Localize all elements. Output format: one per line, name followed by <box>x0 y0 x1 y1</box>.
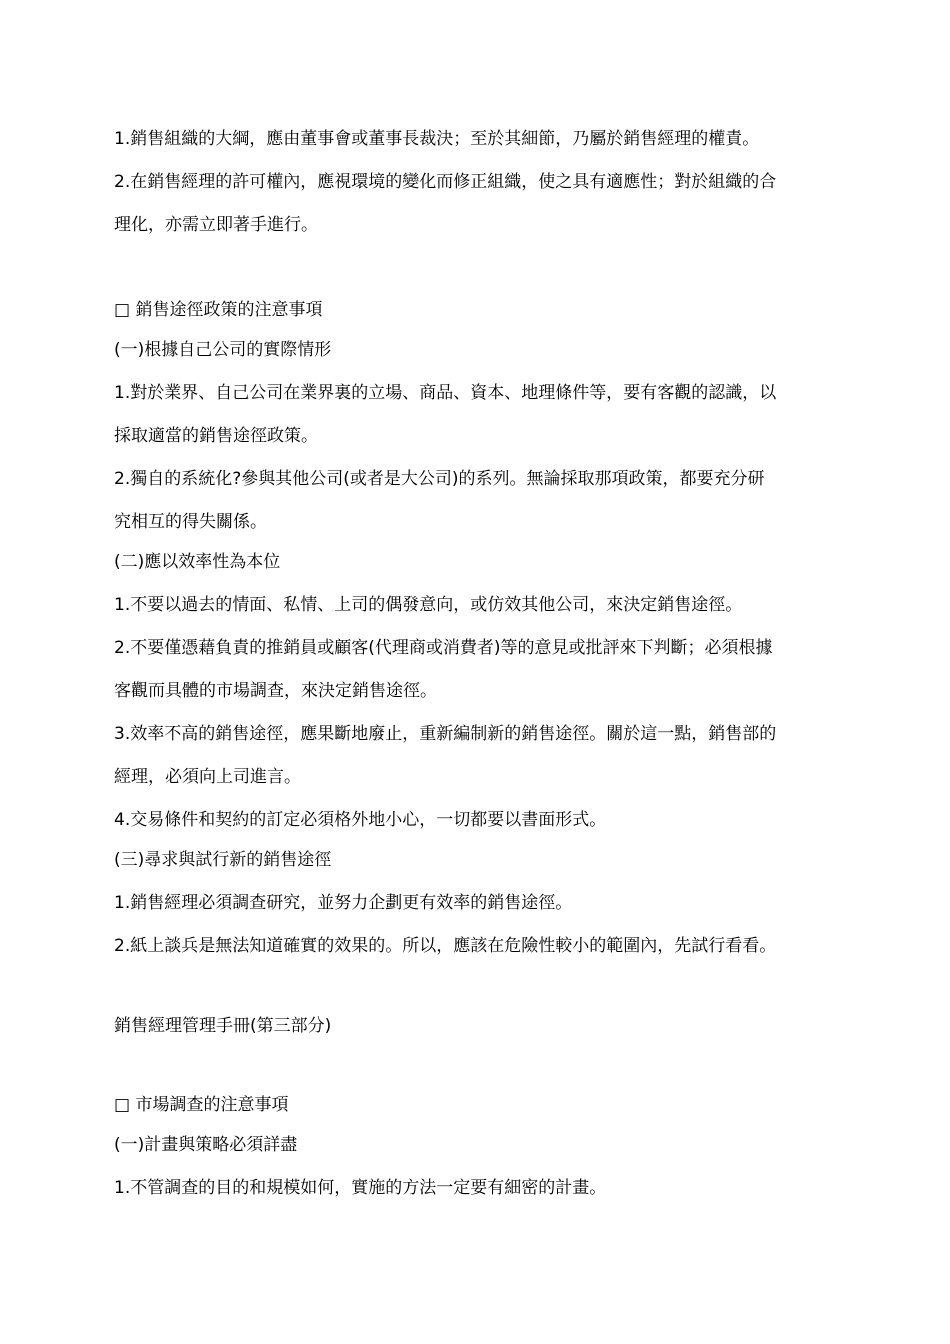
paragraph-line: 2.獨自的系統化?參與其他公司(或者是大公司)的系列。無論採取那項政策，都要充分研 <box>114 469 765 489</box>
paragraph-line: 客觀而具體的市場調查，來決定銷售途徑。 <box>114 681 437 701</box>
paragraph-line: 1.對於業界、自己公司在業界裏的立場、商品、資本、地理條件等，要有客觀的認識，以 <box>114 383 777 403</box>
subsection-heading: (一)根據自己公司的實際情形 <box>114 340 332 360</box>
paragraph-line: 1.不要以過去的情面、私情、上司的偶發意向，或仿效其他公司，來決定銷售途徑。 <box>114 595 743 615</box>
paragraph-line: 3.效率不高的銷售途徑，應果斷地廢止，重新編制新的銷售途徑。關於這一點，銷售部的 <box>114 724 777 744</box>
subsection-heading: (一)計畫與策略必須詳盡 <box>114 1135 298 1155</box>
subsection-heading: (二)應以效率性為本位 <box>114 552 281 572</box>
subsection-heading: (三)尋求與試行新的銷售途徑 <box>114 850 332 870</box>
paragraph-line: 2.紙上談兵是無法知道確實的效果的。所以，應該在危險性較小的範圍內，先試行看看。 <box>114 936 777 956</box>
paragraph-line: 究相互的得失關係。 <box>114 512 267 532</box>
paragraph-line: 2.在銷售經理的許可權內，應視環境的變化而修正組織，使之具有適應性；對於組織的合 <box>114 172 777 192</box>
paragraph-line: 理化，亦需立即著手進行。 <box>114 215 318 235</box>
paragraph-line: 1.不管調查的目的和規模如何，實施的方法一定要有細密的計畫。 <box>114 1178 607 1198</box>
section-heading: □ 銷售途徑政策的注意事項 <box>114 300 323 320</box>
section-heading: □ 市場調查的注意事項 <box>114 1095 289 1115</box>
paragraph-line: 經理，必須向上司進言。 <box>114 767 301 787</box>
paragraph-line: 1.銷售組織的大綱，應由董事會或董事長裁決；至於其細節，乃屬於銷售經理的權責。 <box>114 129 760 149</box>
paragraph-line: 採取適當的銷售途徑政策。 <box>114 426 318 446</box>
part-title: 銷售經理管理手冊(第三部分) <box>114 1016 332 1036</box>
paragraph-line: 2.不要僅憑藉負責的推銷員或顧客(代理商或消費者)等的意見或批評來下判斷；必須根據 <box>114 638 773 658</box>
paragraph-line: 4.交易條件和契約的訂定必須格外地小心，一切都要以書面形式。 <box>114 810 607 830</box>
paragraph-line: 1.銷售經理必須調查研究，並努力企劃更有效率的銷售途徑。 <box>114 893 573 913</box>
